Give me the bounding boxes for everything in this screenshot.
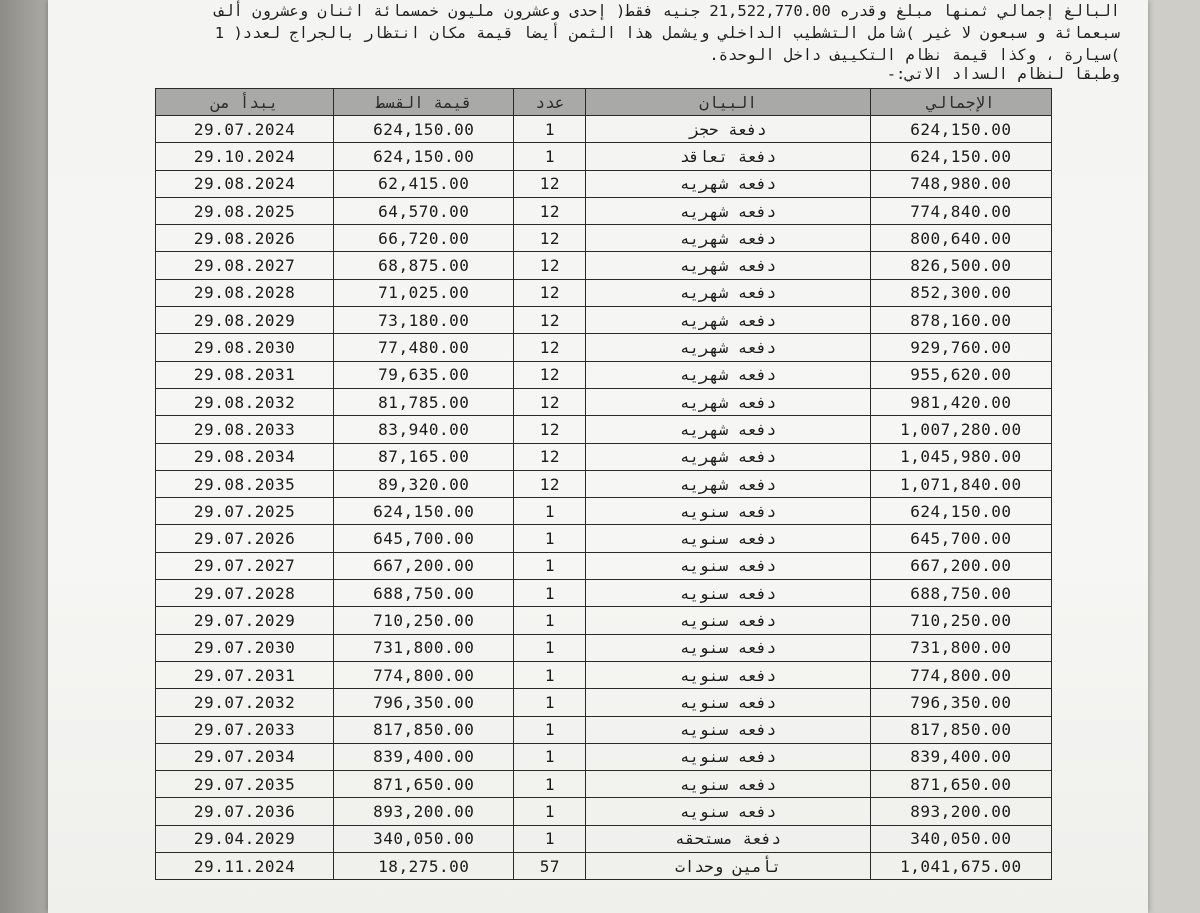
cell-start-date: 29.10.2024: [156, 143, 334, 170]
cell-start-date: 29.08.2027: [156, 252, 334, 279]
payment-schedule-table: [155, 88, 1052, 880]
cell-installment: 18,275.00: [334, 853, 514, 880]
cell-total: 340,050.00: [870, 825, 1051, 852]
cell-start-date: 29.08.2026: [156, 225, 334, 252]
cell-installment: 645,700.00: [334, 525, 514, 552]
cell-count: 12: [514, 443, 586, 470]
intro-line: سبعمائة و سبعون لا غير )شامل التشطيب الداخلي ويشمل هذا الثمن أيضا قيمة مكان انتظار بالجراج لعدد( 1: [214, 24, 1120, 42]
cell-installment: 624,150.00: [334, 143, 514, 170]
cell-start-date: 29.07.2025: [156, 498, 334, 525]
cell-total: 981,420.00: [870, 388, 1051, 415]
cell-installment: 64,570.00: [334, 197, 514, 224]
cell-description: دفعه سنويه: [586, 689, 870, 716]
cell-count: 12: [514, 470, 586, 497]
table-row: [156, 388, 1052, 415]
table-row: [156, 225, 1052, 252]
table-row: [156, 416, 1052, 443]
cell-description: دفعه سنويه: [586, 798, 870, 825]
cell-start-date: 29.08.2033: [156, 416, 334, 443]
cell-installment: 893,200.00: [334, 798, 514, 825]
cell-count: 1: [514, 798, 586, 825]
cell-count: 1: [514, 116, 586, 143]
cell-description: دفعة مستحقه: [586, 825, 870, 852]
cell-total: 796,350.00: [870, 689, 1051, 716]
cell-total: 774,800.00: [870, 661, 1051, 688]
table-row: [156, 525, 1052, 552]
cell-description: دفعه شهريه: [586, 279, 870, 306]
cell-total: 710,250.00: [870, 607, 1051, 634]
cell-description: تأمين وحدات: [586, 853, 870, 880]
cell-count: 1: [514, 607, 586, 634]
intro-line: )سيارة ، وكذا قيمة نظام التكييف داخل الوحدة.: [709, 46, 1120, 64]
cell-count: 12: [514, 225, 586, 252]
cell-installment: 73,180.00: [334, 307, 514, 334]
table-row: [156, 634, 1052, 661]
cell-start-date: 29.07.2026: [156, 525, 334, 552]
cell-installment: 731,800.00: [334, 634, 514, 661]
cell-start-date: 29.08.2030: [156, 334, 334, 361]
cell-count: 12: [514, 279, 586, 306]
table-row: [156, 252, 1052, 279]
cell-total: 1,045,980.00: [870, 443, 1051, 470]
cell-start-date: 29.07.2034: [156, 743, 334, 770]
cell-total: 826,500.00: [870, 252, 1051, 279]
table-row: [156, 743, 1052, 770]
cell-count: 12: [514, 197, 586, 224]
cell-installment: 66,720.00: [334, 225, 514, 252]
cell-description: دفعه شهريه: [586, 225, 870, 252]
cell-count: 12: [514, 307, 586, 334]
table-row: [156, 197, 1052, 224]
cell-total: 624,150.00: [870, 116, 1051, 143]
cell-start-date: 29.11.2024: [156, 853, 334, 880]
cell-installment: 71,025.00: [334, 279, 514, 306]
table-row: [156, 716, 1052, 743]
cell-installment: 667,200.00: [334, 552, 514, 579]
cell-count: 1: [514, 661, 586, 688]
cell-start-date: 29.07.2035: [156, 771, 334, 798]
table-row: [156, 498, 1052, 525]
cell-total: 748,980.00: [870, 170, 1051, 197]
cell-description: دفعه سنويه: [586, 661, 870, 688]
table-header-row: [156, 89, 1052, 116]
cell-total: 688,750.00: [870, 580, 1051, 607]
table-row: [156, 116, 1052, 143]
cell-start-date: 29.07.2036: [156, 798, 334, 825]
cell-count: 1: [514, 143, 586, 170]
cell-count: 1: [514, 552, 586, 579]
header-total: الإجمالي: [870, 89, 1051, 116]
table-row: [156, 307, 1052, 334]
cell-installment: 340,050.00: [334, 825, 514, 852]
cell-description: دفعه شهريه: [586, 443, 870, 470]
cell-count: 12: [514, 334, 586, 361]
cell-total: 667,200.00: [870, 552, 1051, 579]
cell-total: 1,007,280.00: [870, 416, 1051, 443]
table-row: [156, 470, 1052, 497]
header-start-date: يبدأ من: [156, 89, 334, 116]
cell-start-date: 29.07.2027: [156, 552, 334, 579]
cell-installment: 79,635.00: [334, 361, 514, 388]
cell-start-date: 29.04.2029: [156, 825, 334, 852]
cell-total: 624,150.00: [870, 498, 1051, 525]
cell-start-date: 29.08.2025: [156, 197, 334, 224]
cell-start-date: 29.08.2032: [156, 388, 334, 415]
cell-total: 817,850.00: [870, 716, 1051, 743]
header-count: عدد: [514, 89, 586, 116]
cell-total: 893,200.00: [870, 798, 1051, 825]
cell-description: دفعه سنويه: [586, 743, 870, 770]
cell-total: 852,300.00: [870, 279, 1051, 306]
cell-installment: 77,480.00: [334, 334, 514, 361]
cell-description: دفعه شهريه: [586, 361, 870, 388]
cell-installment: 710,250.00: [334, 607, 514, 634]
table-row: [156, 279, 1052, 306]
cell-description: دفعه شهريه: [586, 197, 870, 224]
table-row: [156, 853, 1052, 880]
cell-installment: 89,320.00: [334, 470, 514, 497]
cell-description: دفعه شهريه: [586, 307, 870, 334]
cell-start-date: 29.07.2031: [156, 661, 334, 688]
cell-description: دفعه شهريه: [586, 416, 870, 443]
table-row: [156, 170, 1052, 197]
cell-count: 1: [514, 771, 586, 798]
table-row: [156, 580, 1052, 607]
cell-total: 774,840.00: [870, 197, 1051, 224]
cell-total: 839,400.00: [870, 743, 1051, 770]
cell-installment: 81,785.00: [334, 388, 514, 415]
cell-total: 871,650.00: [870, 771, 1051, 798]
cell-installment: 774,800.00: [334, 661, 514, 688]
cell-description: دفعة حجز: [586, 116, 870, 143]
cell-description: دفعه شهريه: [586, 170, 870, 197]
cell-installment: 796,350.00: [334, 689, 514, 716]
cell-start-date: 29.08.2035: [156, 470, 334, 497]
cell-description: دفعه شهريه: [586, 252, 870, 279]
cell-total: 955,620.00: [870, 361, 1051, 388]
cell-start-date: 29.08.2034: [156, 443, 334, 470]
table-row: [156, 552, 1052, 579]
cell-description: دفعه سنويه: [586, 498, 870, 525]
cell-count: 12: [514, 416, 586, 443]
cell-count: 12: [514, 388, 586, 415]
cell-installment: 83,940.00: [334, 416, 514, 443]
cell-start-date: 29.07.2030: [156, 634, 334, 661]
cell-start-date: 29.08.2029: [156, 307, 334, 334]
background-surface: [1148, 0, 1200, 913]
cell-description: دفعه سنويه: [586, 552, 870, 579]
cell-description: دفعه شهريه: [586, 334, 870, 361]
cell-count: 12: [514, 252, 586, 279]
cell-count: 1: [514, 716, 586, 743]
table-row: [156, 798, 1052, 825]
table-row: [156, 825, 1052, 852]
cell-installment: 68,875.00: [334, 252, 514, 279]
cell-start-date: 29.08.2031: [156, 361, 334, 388]
cell-count: 1: [514, 689, 586, 716]
cell-total: 645,700.00: [870, 525, 1051, 552]
cell-installment: 624,150.00: [334, 498, 514, 525]
cell-installment: 839,400.00: [334, 743, 514, 770]
table-row: [156, 334, 1052, 361]
cell-description: دفعه سنويه: [586, 716, 870, 743]
cell-start-date: 29.08.2024: [156, 170, 334, 197]
cell-installment: 817,850.00: [334, 716, 514, 743]
cell-installment: 87,165.00: [334, 443, 514, 470]
header-description: البيان: [586, 89, 870, 116]
cell-start-date: 29.07.2029: [156, 607, 334, 634]
table-row: [156, 771, 1052, 798]
cell-start-date: 29.07.2024: [156, 116, 334, 143]
cell-installment: 688,750.00: [334, 580, 514, 607]
cell-description: دفعه سنويه: [586, 634, 870, 661]
cell-total: 731,800.00: [870, 634, 1051, 661]
cell-start-date: 29.07.2032: [156, 689, 334, 716]
cell-total: 929,760.00: [870, 334, 1051, 361]
cell-total: 624,150.00: [870, 143, 1051, 170]
cell-count: 1: [514, 825, 586, 852]
cell-description: دفعه شهريه: [586, 470, 870, 497]
table-row: [156, 443, 1052, 470]
table-row: [156, 361, 1052, 388]
cell-description: دفعه سنويه: [586, 525, 870, 552]
cell-start-date: 29.08.2028: [156, 279, 334, 306]
cell-total: 800,640.00: [870, 225, 1051, 252]
cell-count: 1: [514, 743, 586, 770]
cell-installment: 871,650.00: [334, 771, 514, 798]
cell-description: دفعة تعاقد: [586, 143, 870, 170]
cell-description: دفعه سنويه: [586, 580, 870, 607]
cell-start-date: 29.07.2028: [156, 580, 334, 607]
cell-count: 57: [514, 853, 586, 880]
cell-total: 1,041,675.00: [870, 853, 1051, 880]
table-row: [156, 661, 1052, 688]
intro-line: البالغ إجمالي ثمنها مبلغ وقدره 21,522,770.00 جنيه فقط( إحدى وعشرون مليون خمسمائة اثنان وعشرون ألف: [214, 2, 1120, 20]
cell-count: 1: [514, 525, 586, 552]
cell-count: 12: [514, 170, 586, 197]
cell-count: 1: [514, 498, 586, 525]
header-installment: قيمة القسط: [334, 89, 514, 116]
table-row: [156, 689, 1052, 716]
cell-description: دفعه شهريه: [586, 388, 870, 415]
table-row: [156, 607, 1052, 634]
cell-count: 1: [514, 634, 586, 661]
intro-paragraph: [100, 0, 1120, 82]
cell-start-date: 29.07.2033: [156, 716, 334, 743]
cell-description: دفعه سنويه: [586, 607, 870, 634]
cell-description: دفعه سنويه: [586, 771, 870, 798]
cell-installment: 624,150.00: [334, 116, 514, 143]
table-row: [156, 143, 1052, 170]
cell-total: 1,071,840.00: [870, 470, 1051, 497]
cell-count: 12: [514, 361, 586, 388]
cell-installment: 62,415.00: [334, 170, 514, 197]
cell-total: 878,160.00: [870, 307, 1051, 334]
cell-count: 1: [514, 580, 586, 607]
intro-line: وطبقاً لنظام السداد الاتي:-: [886, 66, 1120, 82]
